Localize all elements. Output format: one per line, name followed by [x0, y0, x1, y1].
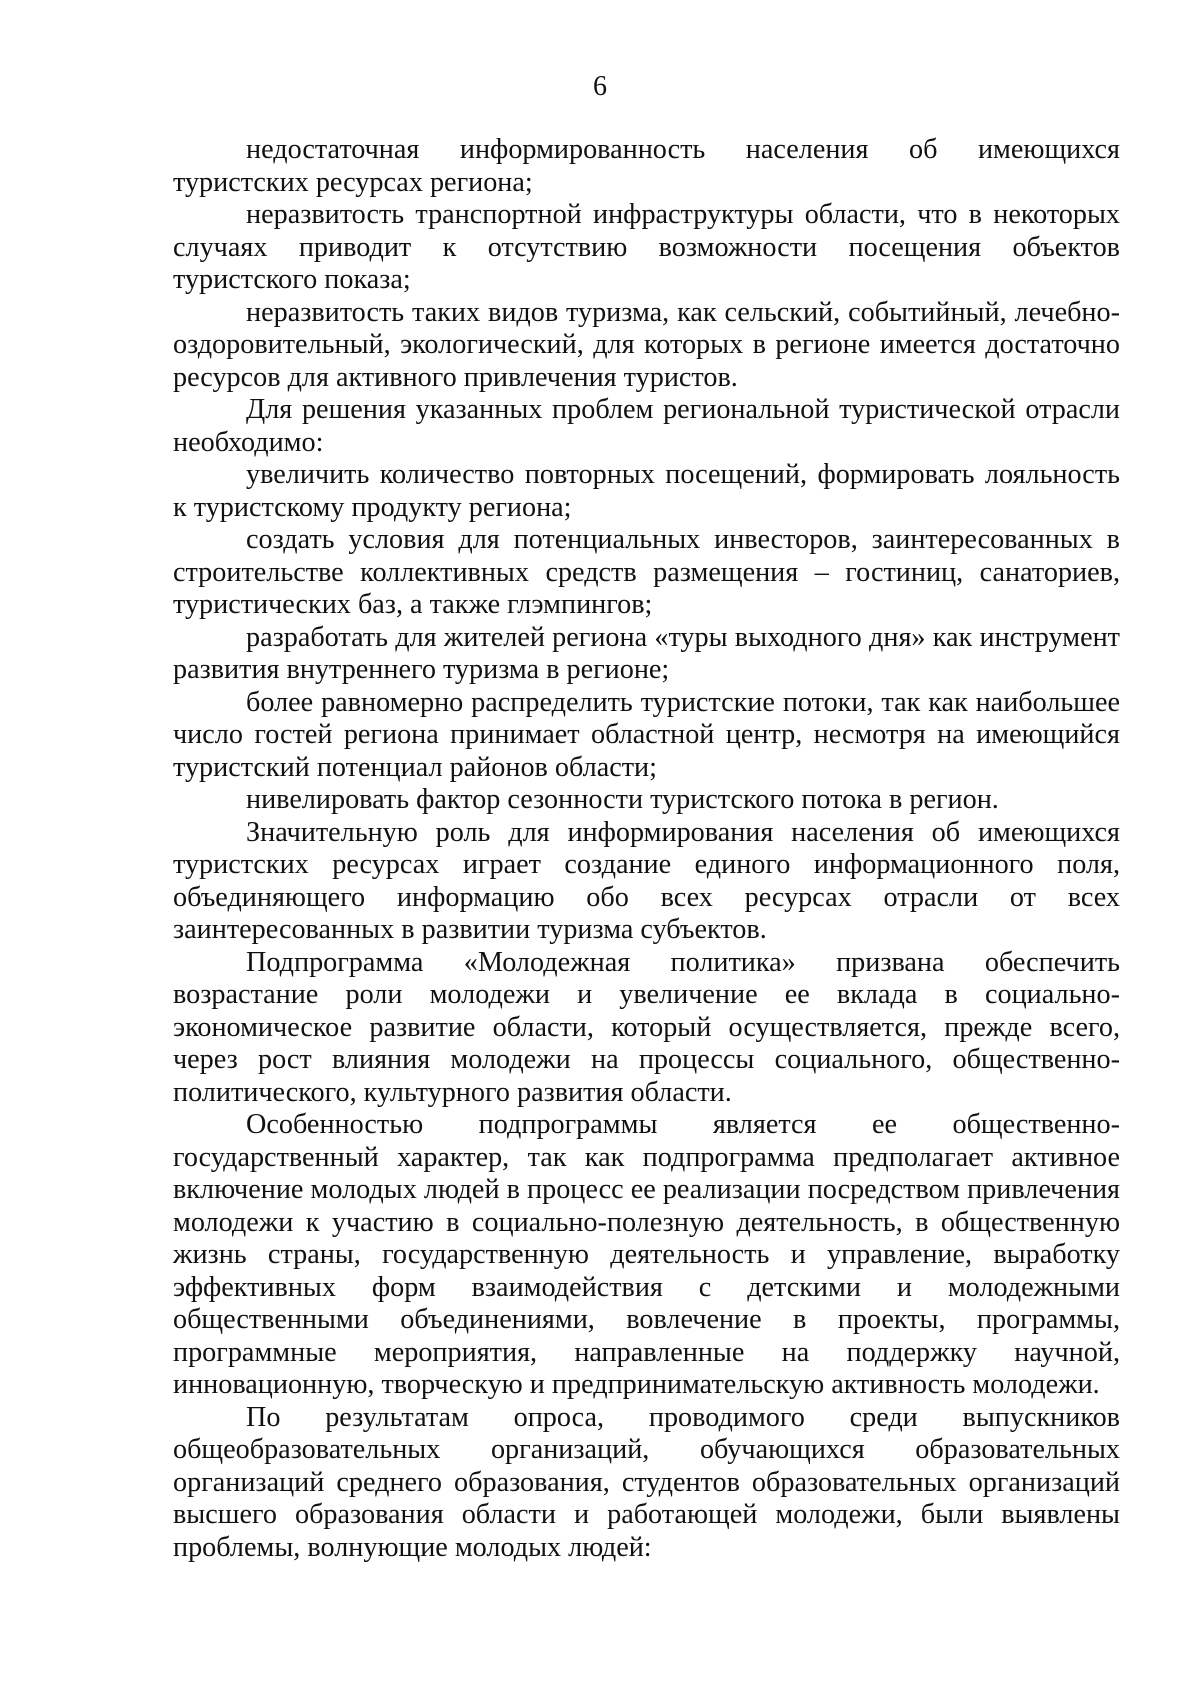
paragraph-investor-conditions: создать условия для потенциальных инвесторов, заинтересованных в строительстве коллективных средств размещения – гостиниц, санаториев, туристических баз, а также глэмпингов; — [173, 524, 1120, 620]
paragraph-information-field: Значительную роль для информирования населения об имеющихся туристских ресурсах играет создание единого информационного поля, объединяющего информацию обо всех ресурсах отрасли от всех заинтересованных в развитии туризма субъектов. — [173, 816, 1120, 945]
paragraph-survey-results: По результатам опроса, проводимого среди выпускников общеобразовательных организаций, обучающихся образовательных организаций среднего образования, студентов образовательных организаций высшего образования области и работающей молодежи, были выявлены проблемы, волнующие молодых людей: — [173, 1401, 1120, 1563]
paragraph-low-awareness: недостаточная информированность населения об имеющихся туристских ресурсах региона; — [173, 134, 1120, 198]
paragraph-seasonality: нивелировать фактор сезонности туристского потока в регион. — [246, 784, 999, 815]
paragraph-tourist-flows: более равномерно распределить туристские потоки, так как наибольшее число гостей региона принимает областной центр, несмотря на имеющийся туристский потенциал районов области; — [173, 686, 1120, 783]
paragraph-solutions-intro: Для решения указанных проблем региональной туристической отрасли необходимо: — [173, 394, 1120, 458]
paragraph-repeat-visits: увеличить количество повторных посещений, формировать лояльность к туристскому продукту региона; — [173, 459, 1120, 523]
paragraph-weekend-tours: разработать для жителей региона «туры выходного дня» как инструмент развития внутреннего туризма в регионе; — [173, 621, 1120, 685]
paragraph-transport-infrastructure: неразвитость транспортной инфраструктуры области, что в некоторых случаях приводит к отсутствию возможности посещения объектов туристского показа; — [173, 199, 1120, 295]
paragraph-tourism-types: неразвитость таких видов туризма, как сельский, событийный, лечебно-оздоровительный, экологический, для которых в регионе имеется достаточно ресурсов для активного привлечения туристов. — [173, 296, 1120, 393]
document-body — [173, 134, 1120, 1564]
paragraph-subprogram-features: Особенностью подпрограммы является ее общественно-государственный характер, так как подпрограмма предполагает активное включение молодых людей в процесс ее реализации посредством привлечения молодежи к участию в социально-полезную деятельность, в общественную жизнь страны, государственную деятельность и управление, выработку эффективных форм взаимодействия с детскими и молодежными общественными объединениями, вовлечение в проекты, программы, программные мероприятия, направленные на поддержку научной, инновационную, творческую и предпринимательскую активность молодежи. — [173, 1109, 1120, 1400]
paragraph-youth-policy-subprogram: Подпрограмма «Молодежная политика» призвана обеспечить возрастание роли молодежи и увеличение ее вклада в социально-экономическое развитие области, который осуществляется, прежде всего, через рост влияния молодежи на процессы социального, общественно-политического, культурного развития области. — [173, 946, 1120, 1108]
page-number: 6 — [593, 71, 607, 102]
